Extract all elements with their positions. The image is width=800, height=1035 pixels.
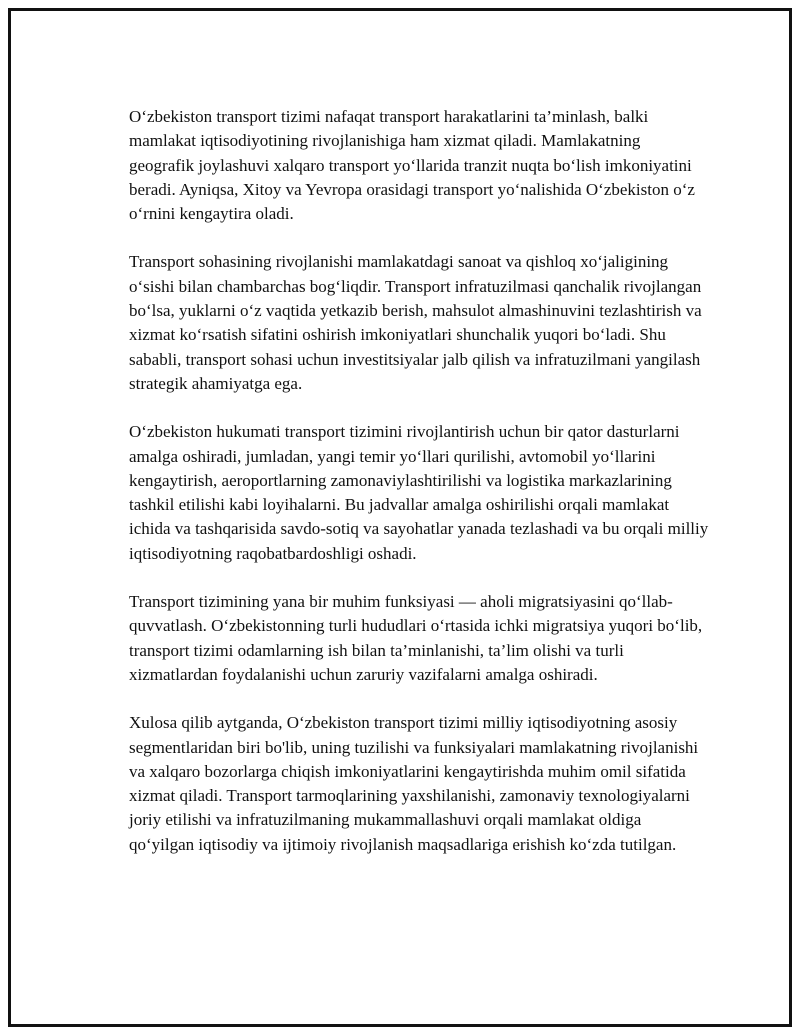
paragraph-2: Transport sohasining rivojlanishi mamlakatdagi sanoat va qishloq xo‘jaligining o‘sishi bilan chambarchas bog‘liqdir. Transport infratuzilmasi qanchalik rivojlangan bo‘lsa, yuklarni o‘z vaqtida yetkazib berish, mahsulot almashinuvini tezlashtirish va xizmat ko‘rsatish sifatini oshirish imkoniyatlari shunchalik yuqori bo‘ladi. Shu sababli, transport sohasi uchun investitsiyalar jalb qilish va infratuzilmani yangilash strategik ahamiyatga ega. bbox=[129, 252, 702, 393]
paragraph-1: O‘zbekiston transport tizimi nafaqat transport harakatlarini ta’minlash, balki mamlakat iqtisodiyotining rivojlanishiga ham xizmat qiladi. Mamlakatning geografik joylashuvi xalqaro transport yo‘llarida tranzit nuqta bo‘lish imkoniyatini beradi. Ayniqsa, Xitoy va Yevropa orasidagi transport yo‘nalishida O‘zbekiston o‘z o‘rnini kengaytira oladi. bbox=[129, 107, 695, 224]
page-frame bbox=[8, 8, 792, 1027]
paragraph-4: Transport tizimining yana bir muhim funksiyasi — aholi migratsiyasini qo‘llab-quvvatlash. O‘zbekistonning turli hududlari o‘rtasida ichki migratsiya yuqori bo‘lib, transport tizimi odamlarning ish bilan ta’minlanishi, ta’lim olishi va turli xizmatlardan foydalanishi uchun zaruriy vazifalarni amalga oshiradi. bbox=[129, 592, 703, 684]
document-body bbox=[129, 105, 709, 857]
paragraph-5: Xulosa qilib aytganda, O‘zbekiston transport tizimi milliy iqtisodiyotning asosiy segmentlaridan biri bo'lib, uning tuzilishi va funksiyalari mamlakatning rivojlanishi va xalqaro bozorlarga chiqish imkoniyatlarini kengaytirishda muhim omil sifatida xizmat qiladi. Transport tarmoqlarining yaxshilanishi, zamonaviy texnologiyalarni joriy etilishi va infratuzilmaning mukammallashuvi orqali mamlakat oldiga qo‘yilgan iqtisodiy va ijtimoiy rivojlanish maqsadlariga erishish ko‘zda tutilgan. bbox=[129, 713, 699, 854]
paragraph-3: O‘zbekiston hukumati transport tizimini rivojlantirish uchun bir qator dasturlarni amalga oshiradi, jumladan, yangi temir yo‘llari qurilishi, avtomobil yo‘llarini kengaytirish, aeroportlarning zamonaviylashtirilishi va logistika markazlarining tashkil etilishi kabi loyihalarni. Bu jadvallar amalga oshirilishi orqali mamlakat ichida va tashqarisida savdo-sotiq va sayohatlar yanada tezlashadi va bu orqali milliy iqtisodiyotning raqobatbardoshligi oshadi. bbox=[129, 422, 709, 563]
